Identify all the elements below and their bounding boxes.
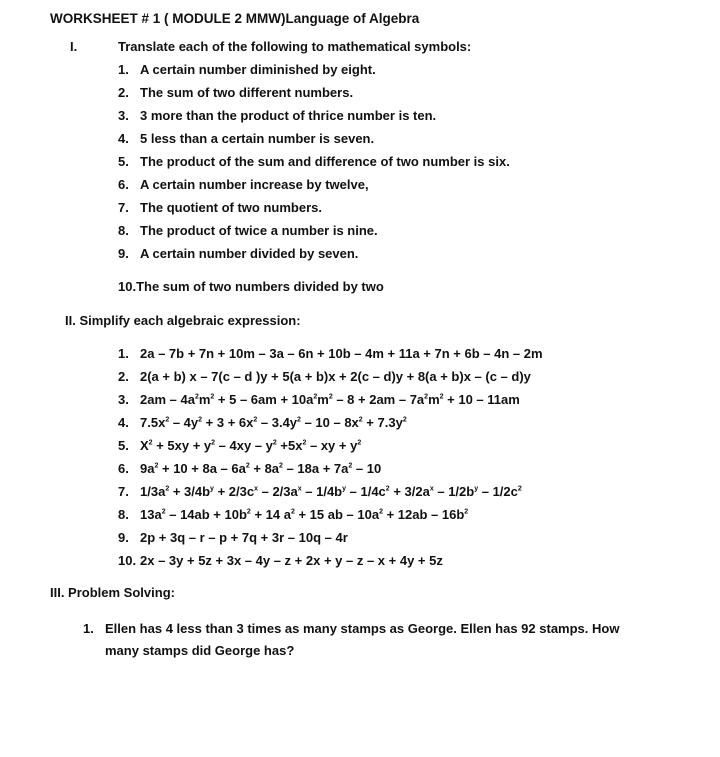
list-item: 10. 2x – 3y + 5z + 3x – 4y – z + 2x + y – z – x + 4y + 5z <box>118 553 443 568</box>
list-item: 4. $7.5x^2 - 4y^2 + 3 + 6x^2 - 3.4y^2 - 10 - 8x^2 + 7.3y^2$ <box>118 415 407 430</box>
list-item: 4. 5 less than a certain number is seven. <box>118 131 375 146</box>
list-item: 1. A certain number diminished by eight. <box>118 62 376 77</box>
problem-text: Ellen has 4 less than 3 times as many stamps as George. Ellen has 92 stamps. How many stamps did George has? <box>105 621 620 658</box>
list-item: 7. $1/3a^2 + 3/4b^y + 2/3c^x - 2/3a^x - 1/4b^y - 1/4c^2 + 3/2a^x - 1/2b^y - 1/2c^2$ <box>118 484 522 499</box>
list-item: 8. The product of twice a number is nine. <box>118 223 378 238</box>
section3-title: III. Problem Solving: <box>50 585 175 600</box>
list-item: 6. $9a^2 + 10 + 8a - 6a^2 + 8a^2 - 18a + 7a^2 - 10$ <box>118 461 382 476</box>
list-item: 8. $13a^2 - 14ab + 10b^2 + 14$ $a^2 + 15$ ab – $10a^2 + 12ab - 16b^2$ <box>118 507 469 522</box>
worksheet-title: WORKSHEET # 1 ( MODULE 2 MMW)Language of Algebra <box>50 11 420 26</box>
section1-title: Translate each of the following to mathematical symbols: <box>118 39 472 54</box>
list-item: 1. 2a – 7b + 7n + 10m – 3a – 6n + 10b – 4m + 11a + 7n + 6b – 4n – 2m <box>118 346 543 361</box>
list-item: 9. 2p + 3q – r – p + 7q + 3r – 10q – 4r <box>118 530 348 545</box>
list-item: 6. A certain number increase by twelve, <box>118 177 369 192</box>
list-item: 2. The sum of two different numbers. <box>118 85 354 100</box>
list-item: 3. 3 more than the product of thrice number is ten. <box>118 108 437 123</box>
list-item: 5. The product of the sum and difference of two number is six. <box>118 154 510 169</box>
section2-title: II. Simplify each algebraic expression: <box>65 313 301 328</box>
list-item: 9. A certain number divided by seven. <box>118 246 359 261</box>
list-item: 7. The quotient of two numbers. <box>118 200 322 215</box>
list-item: 2. 2(a + b) x – 7(c – d )y + 5(a + b)x + 2(c – d)y + 8(a + b)x – (c – d)y <box>118 369 531 384</box>
section1-numeral: I. <box>70 39 78 54</box>
list-item: 3. $2am - 4a^2m^2 + 5 - 6am + 10a^2m^2 - 8 + 2am - 7a^2m^2 + 10 - 11am$ <box>118 392 520 407</box>
list-item: 5. $X^2 + 5xy + y^2 - 4xy - y^2 +5x^2$ – xy + $y^2$ <box>118 438 362 453</box>
list-item: 10.The sum of two numbers divided by two <box>118 279 384 294</box>
problem-number: 1. <box>83 621 94 636</box>
